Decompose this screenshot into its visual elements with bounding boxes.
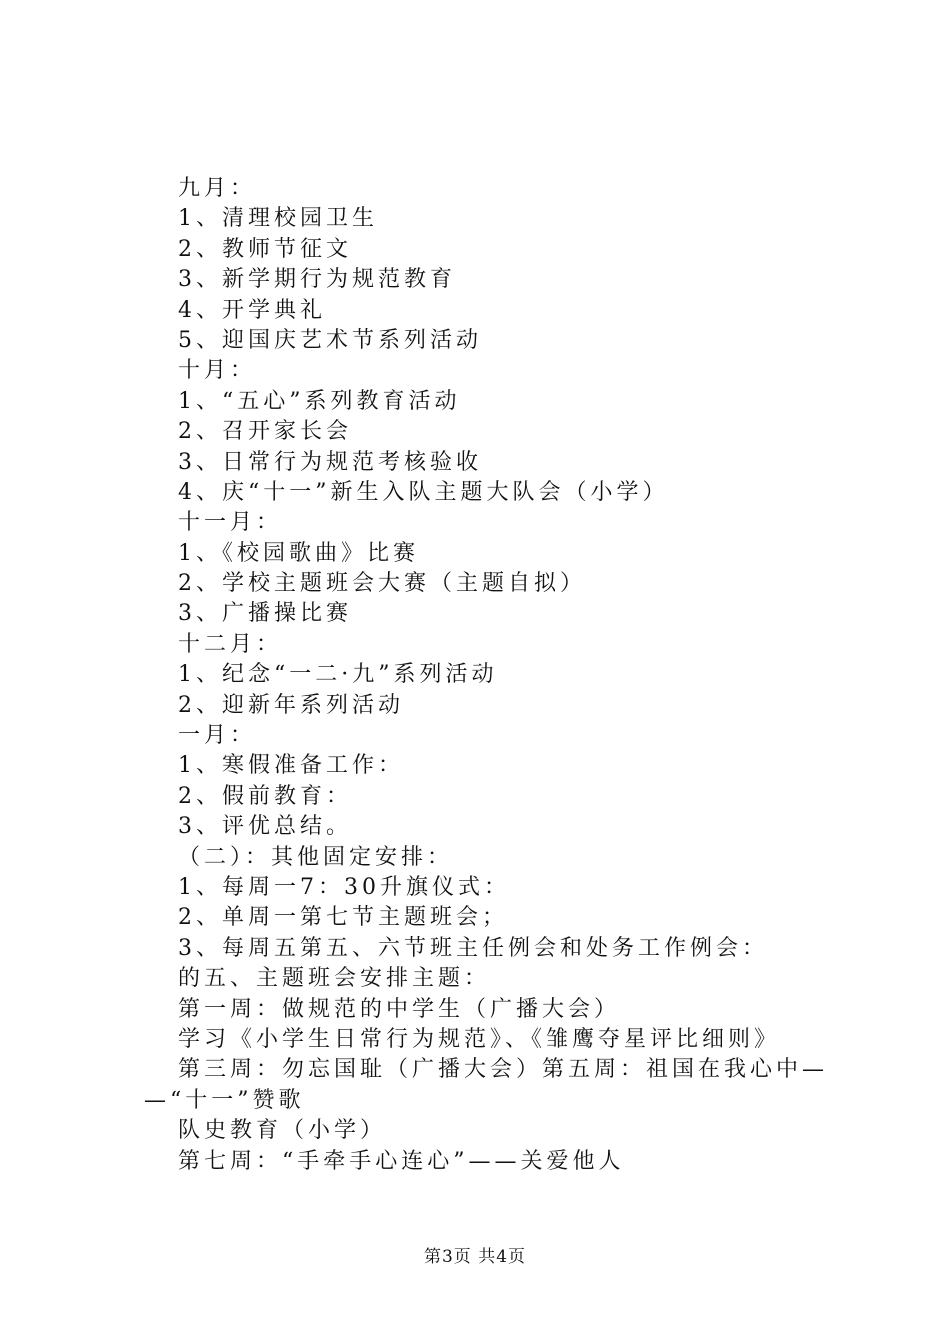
text-line: 队史教育（小学） [178, 1118, 387, 1144]
text-line: 4、开学典礼 [178, 297, 326, 323]
text-line: 1、纪念“一二·九”系列活动 [178, 662, 498, 688]
text-line: 1、《校园歌曲》比赛 [178, 540, 419, 566]
text-line: 第七周：“手牵手心连心”——关爱他人 [178, 1148, 625, 1174]
text-line: 2、学校主题班会大赛（主题自拟） [178, 571, 586, 597]
text-line: 3、评优总结。 [178, 814, 352, 840]
text-line: 十月： [178, 358, 257, 384]
text-line: 1、每周一7：30升旗仪式： [178, 874, 510, 900]
text-line: 学习《小学生日常行为规范》、《雏鹰夺星评比细则》 [178, 1026, 781, 1052]
text-line: 2、迎新年系列活动 [178, 692, 404, 718]
page-footer: 第3页 共4页 [423, 1247, 527, 1267]
document-body [144, 174, 838, 1177]
text-line-wrapped-end: —“十一”赞歌 [144, 1087, 305, 1113]
text-line: 5、迎国庆艺术节系列活动 [178, 327, 482, 353]
text-line: 2、单周一第七节主题班会； [178, 905, 508, 931]
text-line: （二）：其他固定安排： [178, 844, 454, 870]
text-line: 1、清理校园卫生 [178, 206, 378, 232]
text-line: 3、日常行为规范考核验收 [178, 449, 482, 475]
text-line: 十二月： [178, 631, 283, 657]
text-line: 1、“五心”系列教育活动 [178, 388, 461, 414]
text-line: 3、广播操比赛 [178, 601, 352, 627]
text-line: 1、寒假准备工作： [178, 753, 404, 779]
text-line: 2、教师节征文 [178, 236, 352, 262]
text-line: 第一周：做规范的中学生（广播大会） [178, 996, 621, 1022]
text-line: 一月： [178, 723, 257, 749]
text-line: 2、假前教育： [178, 783, 352, 809]
text-line: 九月： [178, 176, 257, 201]
text-line-wrapped-start: 第三周：勿忘国耻（广播大会）第五周：祖国在我心中— [178, 1057, 829, 1083]
text-line: 4、庆“十一”新生入队主题大队会（小学） [178, 479, 669, 505]
text-line: 2、召开家长会 [178, 419, 352, 445]
text-line: 3、新学期行为规范教育 [178, 267, 456, 293]
text-line: 的五、主题班会安排主题： [178, 966, 491, 992]
text-line: 十一月： [178, 510, 283, 536]
text-line: 3、每周五第五、六节班主任例会和处务工作例会： [178, 935, 768, 961]
